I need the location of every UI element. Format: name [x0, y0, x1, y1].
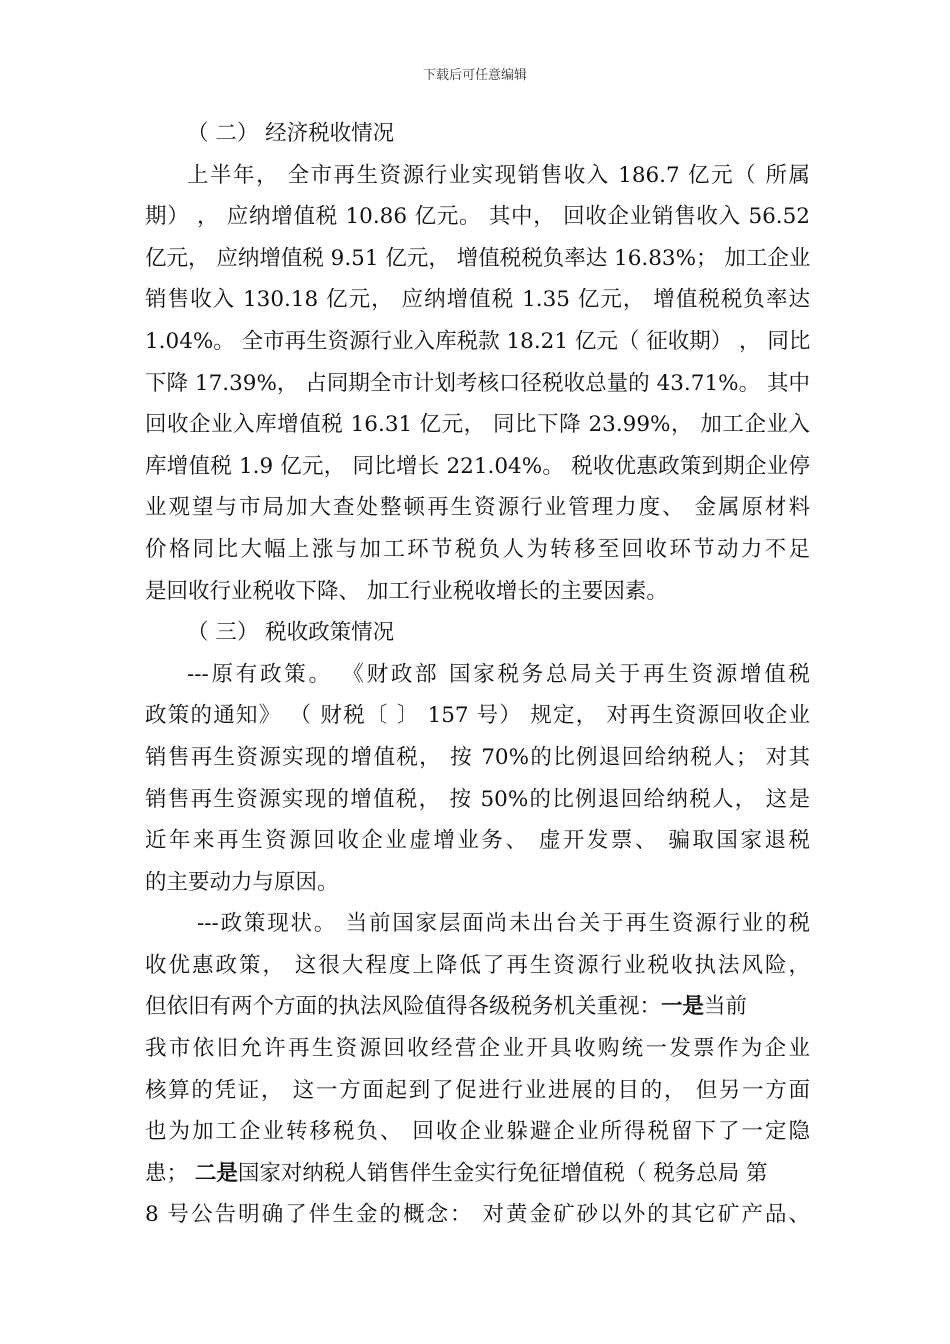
- paragraph-line: 销售收入 130.18 亿元， 应纳增值税 1.35 亿元， 增值税税负率达: [145, 287, 810, 313]
- text-run: 国家对纳税人销售伴生金实行免征增值税（ 税务总局 第: [237, 1160, 768, 1186]
- paragraph-line: 价格同比大幅上涨与加工环节税负人为转移至回收环节动力不足: [145, 536, 810, 562]
- paragraph-line: 上半年， 全市再生资源行业实现销售收入 186.7 亿元（ 所属: [187, 162, 810, 188]
- paragraph-line: 销售再生资源实现的增值税， 按 50%的比例退回给纳税人， 这是: [145, 786, 810, 812]
- text-run: 当前: [704, 994, 748, 1020]
- text-run: 患；: [145, 1160, 189, 1186]
- paragraph-line: 是回收行业税收下降、 加工行业税收增长的主要因素。: [145, 578, 668, 604]
- paragraph-line: 销售再生资源实现的增值税， 按 70%的比例退回给纳税人； 对其: [145, 744, 810, 770]
- paragraph-line: 收优惠政策， 这很大程度上降低了再生资源行业税收执法风险，: [145, 952, 810, 978]
- paragraph-line: 库增值税 1.9 亿元， 同比增长 221.04%。 税收优惠政策到期企业停: [145, 453, 810, 479]
- text-run: 但依旧有两个方面的执法风险值得各级税务机关重视：: [145, 994, 662, 1020]
- paragraph-line: 期） ， 应纳增值税 10.86 亿元。 其中， 回收企业销售收入 56.52: [145, 204, 810, 230]
- paragraph-line: 政策的通知》 （ 财税〔 〕 157 号） 规定， 对再生资源回收企业: [145, 703, 810, 729]
- paragraph-line: ---原有政策。 《财政部 国家税务总局关于再生资源增值税: [187, 661, 810, 687]
- page-header: 下载后可任意编辑: [422, 68, 527, 83]
- paragraph-line-mixed: [145, 986, 810, 1028]
- bold-marker-second: 二是: [194, 1160, 238, 1186]
- paragraph-line: 的主要动力与原因。: [145, 869, 339, 895]
- paragraph-line: 8 号公告明确了伴生金的概念： 对黄金矿砂以外的其它矿产品、: [145, 1202, 810, 1228]
- paragraph-line: 我市依旧允许再生资源回收经营企业开具收购统一发票作为企业: [145, 1036, 810, 1062]
- document-body: [145, 113, 810, 1236]
- paragraph-line: 核算的凭证， 这一方面起到了促进行业进展的目的， 但另一方面: [145, 1077, 810, 1103]
- paragraph-line: 回收企业入库增值税 16.31 亿元， 同比下降 23.99%， 加工企业入: [145, 412, 810, 438]
- paragraph-line: 下降 17.39%， 占同期全市计划考核口径税收总量的 43.71%。 其中: [145, 370, 810, 396]
- paragraph-line: ---政策现状。 当前国家层面尚未出台关于再生资源行业的税: [197, 911, 810, 937]
- bold-marker-first: 一是: [661, 994, 705, 1020]
- paragraph-line: 业观望与市局加大查处整顿再生资源行业管理力度、 金属原材料: [145, 495, 810, 521]
- section-heading-policy: （ 三） 税收政策情况: [187, 620, 395, 646]
- paragraph-line: 近年来再生资源回收企业虚增业务、 虚开发票、 骗取国家退税: [145, 828, 810, 854]
- paragraph-line-mixed: [145, 1153, 810, 1195]
- paragraph-line: 1.04%。 全市再生资源行业入库税款 18.21 亿元（ 征收期） ， 同比: [145, 328, 810, 354]
- section-heading-economic: （ 二） 经济税收情况: [187, 121, 395, 146]
- paragraph-line: 也为加工企业转移税负、 回收企业躲避企业所得税留下了一定隐: [145, 1119, 810, 1145]
- paragraph-line: 亿元， 应纳增值税 9.51 亿元， 增值税税负率达 16.83%； 加工企业: [145, 245, 810, 271]
